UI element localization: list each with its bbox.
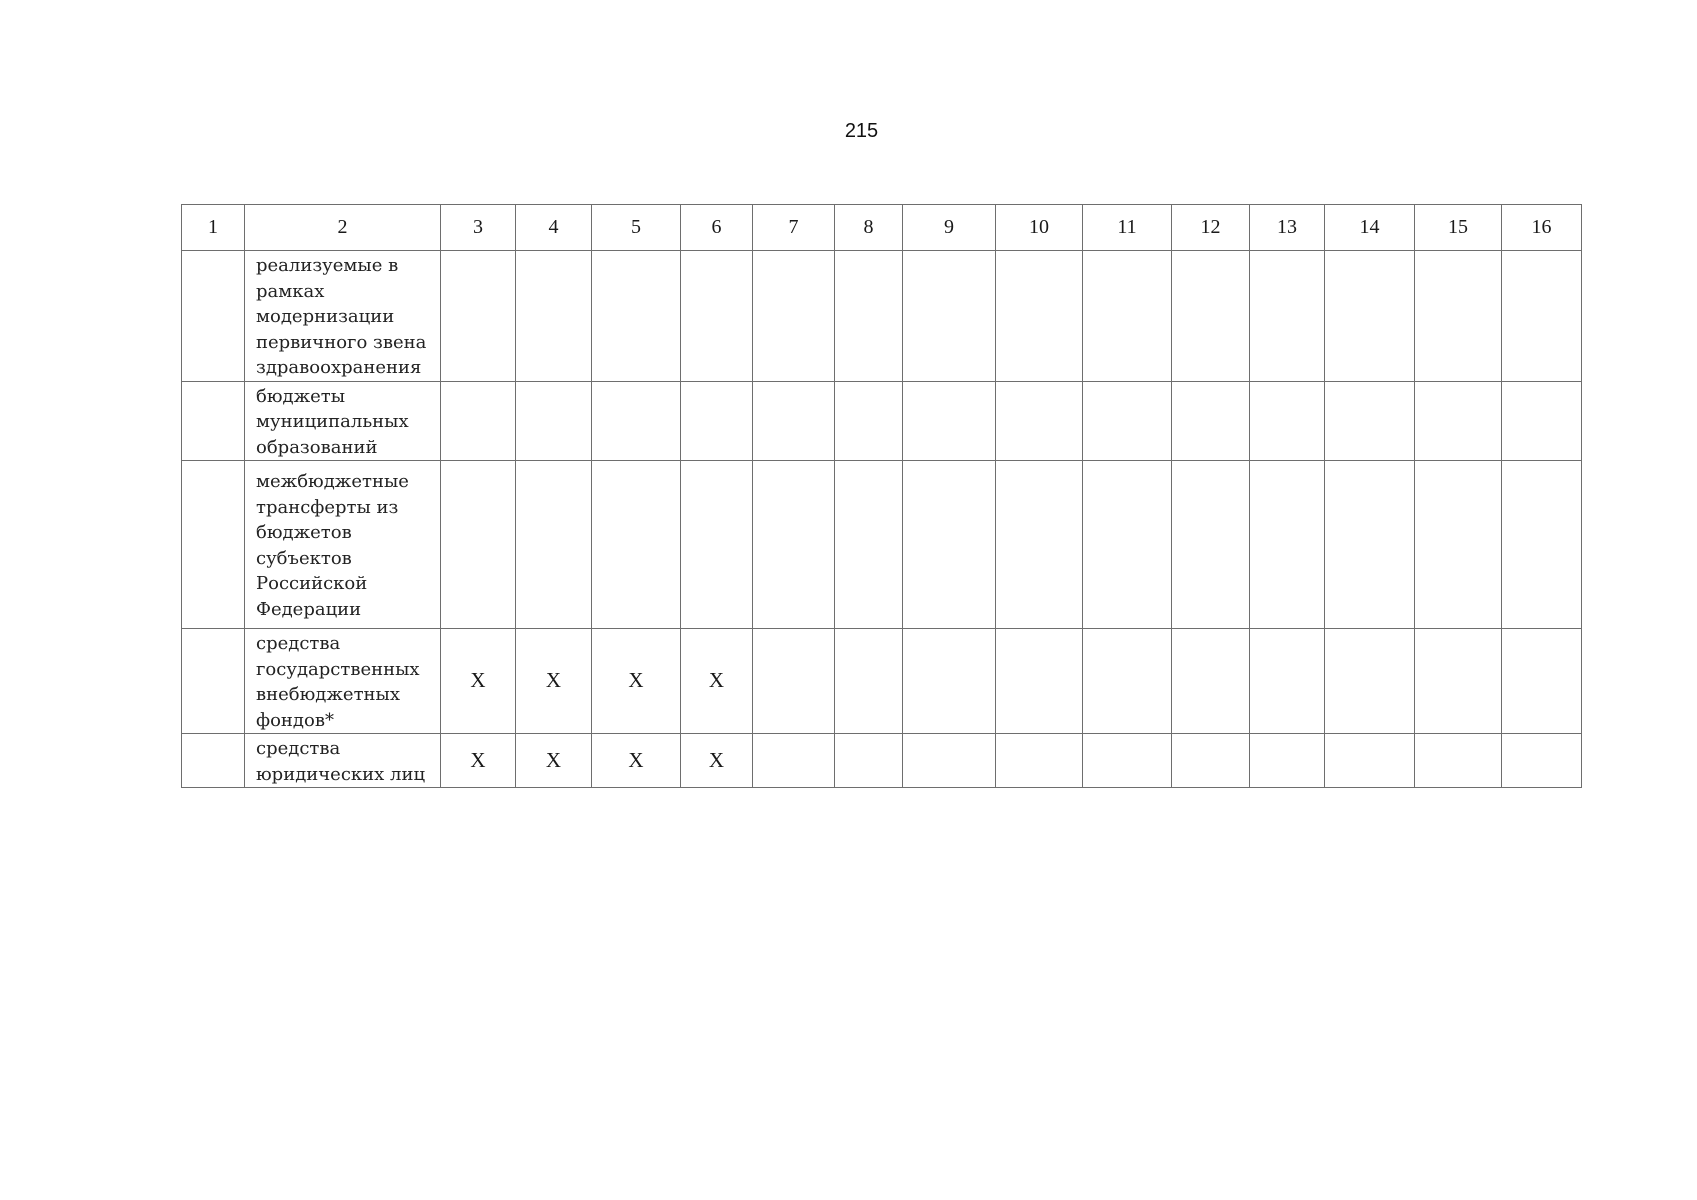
table-cell [1502,734,1582,788]
table-cell [753,461,835,629]
table-cell [681,251,753,382]
table-cell [182,381,245,461]
table-cell [1083,461,1172,629]
table-cell [903,734,996,788]
table-cell [1250,461,1325,629]
table-row [182,461,1582,629]
table-cell [996,629,1083,734]
table-cell [1415,734,1502,788]
column-header: 6 [681,205,753,251]
table-cell [996,381,1083,461]
table-cell [1083,629,1172,734]
table-cell [835,461,903,629]
table-cell [1172,734,1250,788]
table-cell [681,461,753,629]
table-cell [835,381,903,461]
table-cell [903,461,996,629]
table-cell [903,251,996,382]
table-cell [516,461,592,629]
table-cell [182,461,245,629]
table-cell [1250,251,1325,382]
row-description: межбюджетные трансферты из бюджетов субъектов Российской Федерации [245,461,441,629]
table-cell [835,251,903,382]
column-header: 14 [1325,205,1415,251]
column-header: 3 [441,205,516,251]
table-cell [1083,251,1172,382]
table-cell [516,381,592,461]
column-header: 8 [835,205,903,251]
table-cell [182,734,245,788]
table-cell [1250,381,1325,461]
table-cell [1415,629,1502,734]
table-cell [441,461,516,629]
table-cell [1172,381,1250,461]
column-header: 9 [903,205,996,251]
table-cell [1415,251,1502,382]
table-cell [516,251,592,382]
table-cell [592,461,681,629]
table-row [182,381,1582,461]
table-cell [1250,734,1325,788]
table-cell: X [592,734,681,788]
table-cell: X [516,629,592,734]
table-cell [1325,381,1415,461]
table-cell [182,629,245,734]
table-cell: X [441,734,516,788]
table-cell: X [681,629,753,734]
table-cell: X [516,734,592,788]
table-cell [1415,381,1502,461]
table-cell [1502,461,1582,629]
table-cell [1502,381,1582,461]
table-cell [441,251,516,382]
table-cell [681,381,753,461]
table-cell [1325,461,1415,629]
table-cell [1325,734,1415,788]
column-header: 7 [753,205,835,251]
table-cell: X [441,629,516,734]
table-cell [1415,461,1502,629]
table-cell [592,381,681,461]
column-header: 4 [516,205,592,251]
table-row [182,251,1582,382]
table-cell [1172,629,1250,734]
table-cell: X [592,629,681,734]
column-header: 12 [1172,205,1250,251]
column-header: 11 [1083,205,1172,251]
table-cell [996,461,1083,629]
table-cell [1325,251,1415,382]
table-cell [1083,734,1172,788]
table-cell [753,734,835,788]
header-row [182,205,1582,251]
table-cell [753,251,835,382]
table-row [182,734,1582,788]
table-cell [996,251,1083,382]
column-header: 2 [245,205,441,251]
column-header: 16 [1502,205,1582,251]
table-cell [903,381,996,461]
table-cell [1325,629,1415,734]
table-cell [835,629,903,734]
table-cell: X [681,734,753,788]
row-description: реализуемые в рамках модернизации первичного звена здравоохранения [245,251,441,382]
table-cell [1083,381,1172,461]
column-header: 1 [182,205,245,251]
table-row [182,629,1582,734]
column-header: 10 [996,205,1083,251]
table-cell [1172,461,1250,629]
table-cell [1502,251,1582,382]
row-description: бюджеты муниципальных образований [245,381,441,461]
table-cell [996,734,1083,788]
table-cell [753,629,835,734]
table-cell [592,251,681,382]
table-cell [441,381,516,461]
table-cell [1502,629,1582,734]
table-cell [1172,251,1250,382]
data-table [181,204,1582,788]
table-cell [835,734,903,788]
column-header: 5 [592,205,681,251]
table-cell [903,629,996,734]
table-cell [753,381,835,461]
row-description: средства юридических лиц [245,734,441,788]
column-header: 13 [1250,205,1325,251]
page-number: 215 [844,120,879,142]
row-description: средства государственных внебюджетных фондов* [245,629,441,734]
table-cell [1250,629,1325,734]
column-header: 15 [1415,205,1502,251]
table-cell [182,251,245,382]
